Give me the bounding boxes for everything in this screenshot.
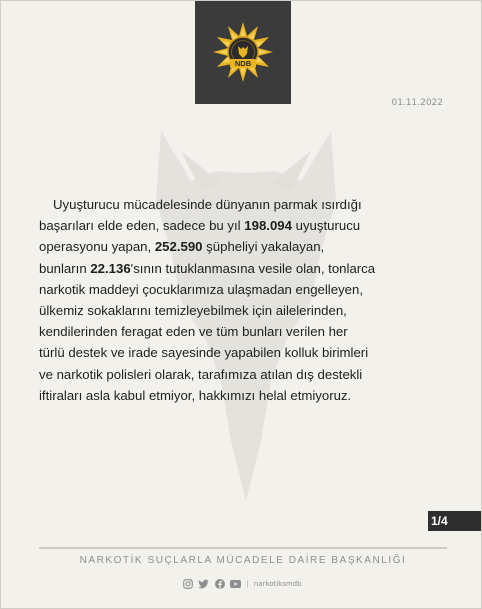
twitter-icon[interactable] [198,578,209,589]
logo-text: NDB [234,59,252,69]
arrests-count: 22.136 [90,260,131,276]
body-line: operasyonu yapan, [39,239,155,255]
page-indicator: 1/4 [428,511,482,531]
body-line: ülkemiz sokaklarını temizleyebilmek için ailelerinden, [39,303,347,319]
social-handle[interactable]: narkotiksmdb [253,579,302,588]
body-line: başarıları elde eden, sadece bu yıl [39,218,245,234]
body-line: 'sının tutuklanmasına vesile olan, tonlarca [130,260,376,276]
date-label: 01.11.2022 [391,98,443,108]
body-line: Uyuşturucu mücadelesinde dünyanın parmak ısırdığı [53,197,362,212]
statement-paragraph [39,194,445,406]
body-line: ve narkotik polisleri olarak, tarafımıza atılan dış destekli [39,366,363,382]
operations-count: 198.094 [244,218,292,234]
body-line: kendilerinden feragat eden ve tüm bunları verilen her [39,324,348,340]
footer-title: NARKOTİK SUÇLARLA MÜCADELE DAİRE BAŞKANLIĞI [79,555,407,566]
body-line: narkotik maddeyi çocuklarımıza ulaşmadan engelleyen, [39,281,363,297]
youtube-icon[interactable] [230,578,241,589]
ndb-badge-logo [213,22,273,82]
body-line: türlü destek ve irade sayesinde yapabilen kolluk birimleri [39,345,369,361]
social-links [1,578,482,589]
logo-box [195,1,291,104]
body-line: uyuşturucu [291,218,361,234]
body-line: iftiraları asla kabul etmiyor, hakkımızı helal etmiyoruz. [39,387,352,403]
separator: | [246,579,249,588]
facebook-icon[interactable] [214,578,225,589]
body-line: bunların [39,260,91,276]
suspects-count: 252.590 [154,239,203,255]
footer-divider [39,547,447,549]
instagram-icon[interactable] [182,578,193,589]
body-line: şüpheliyi yakalayan, [202,239,325,255]
